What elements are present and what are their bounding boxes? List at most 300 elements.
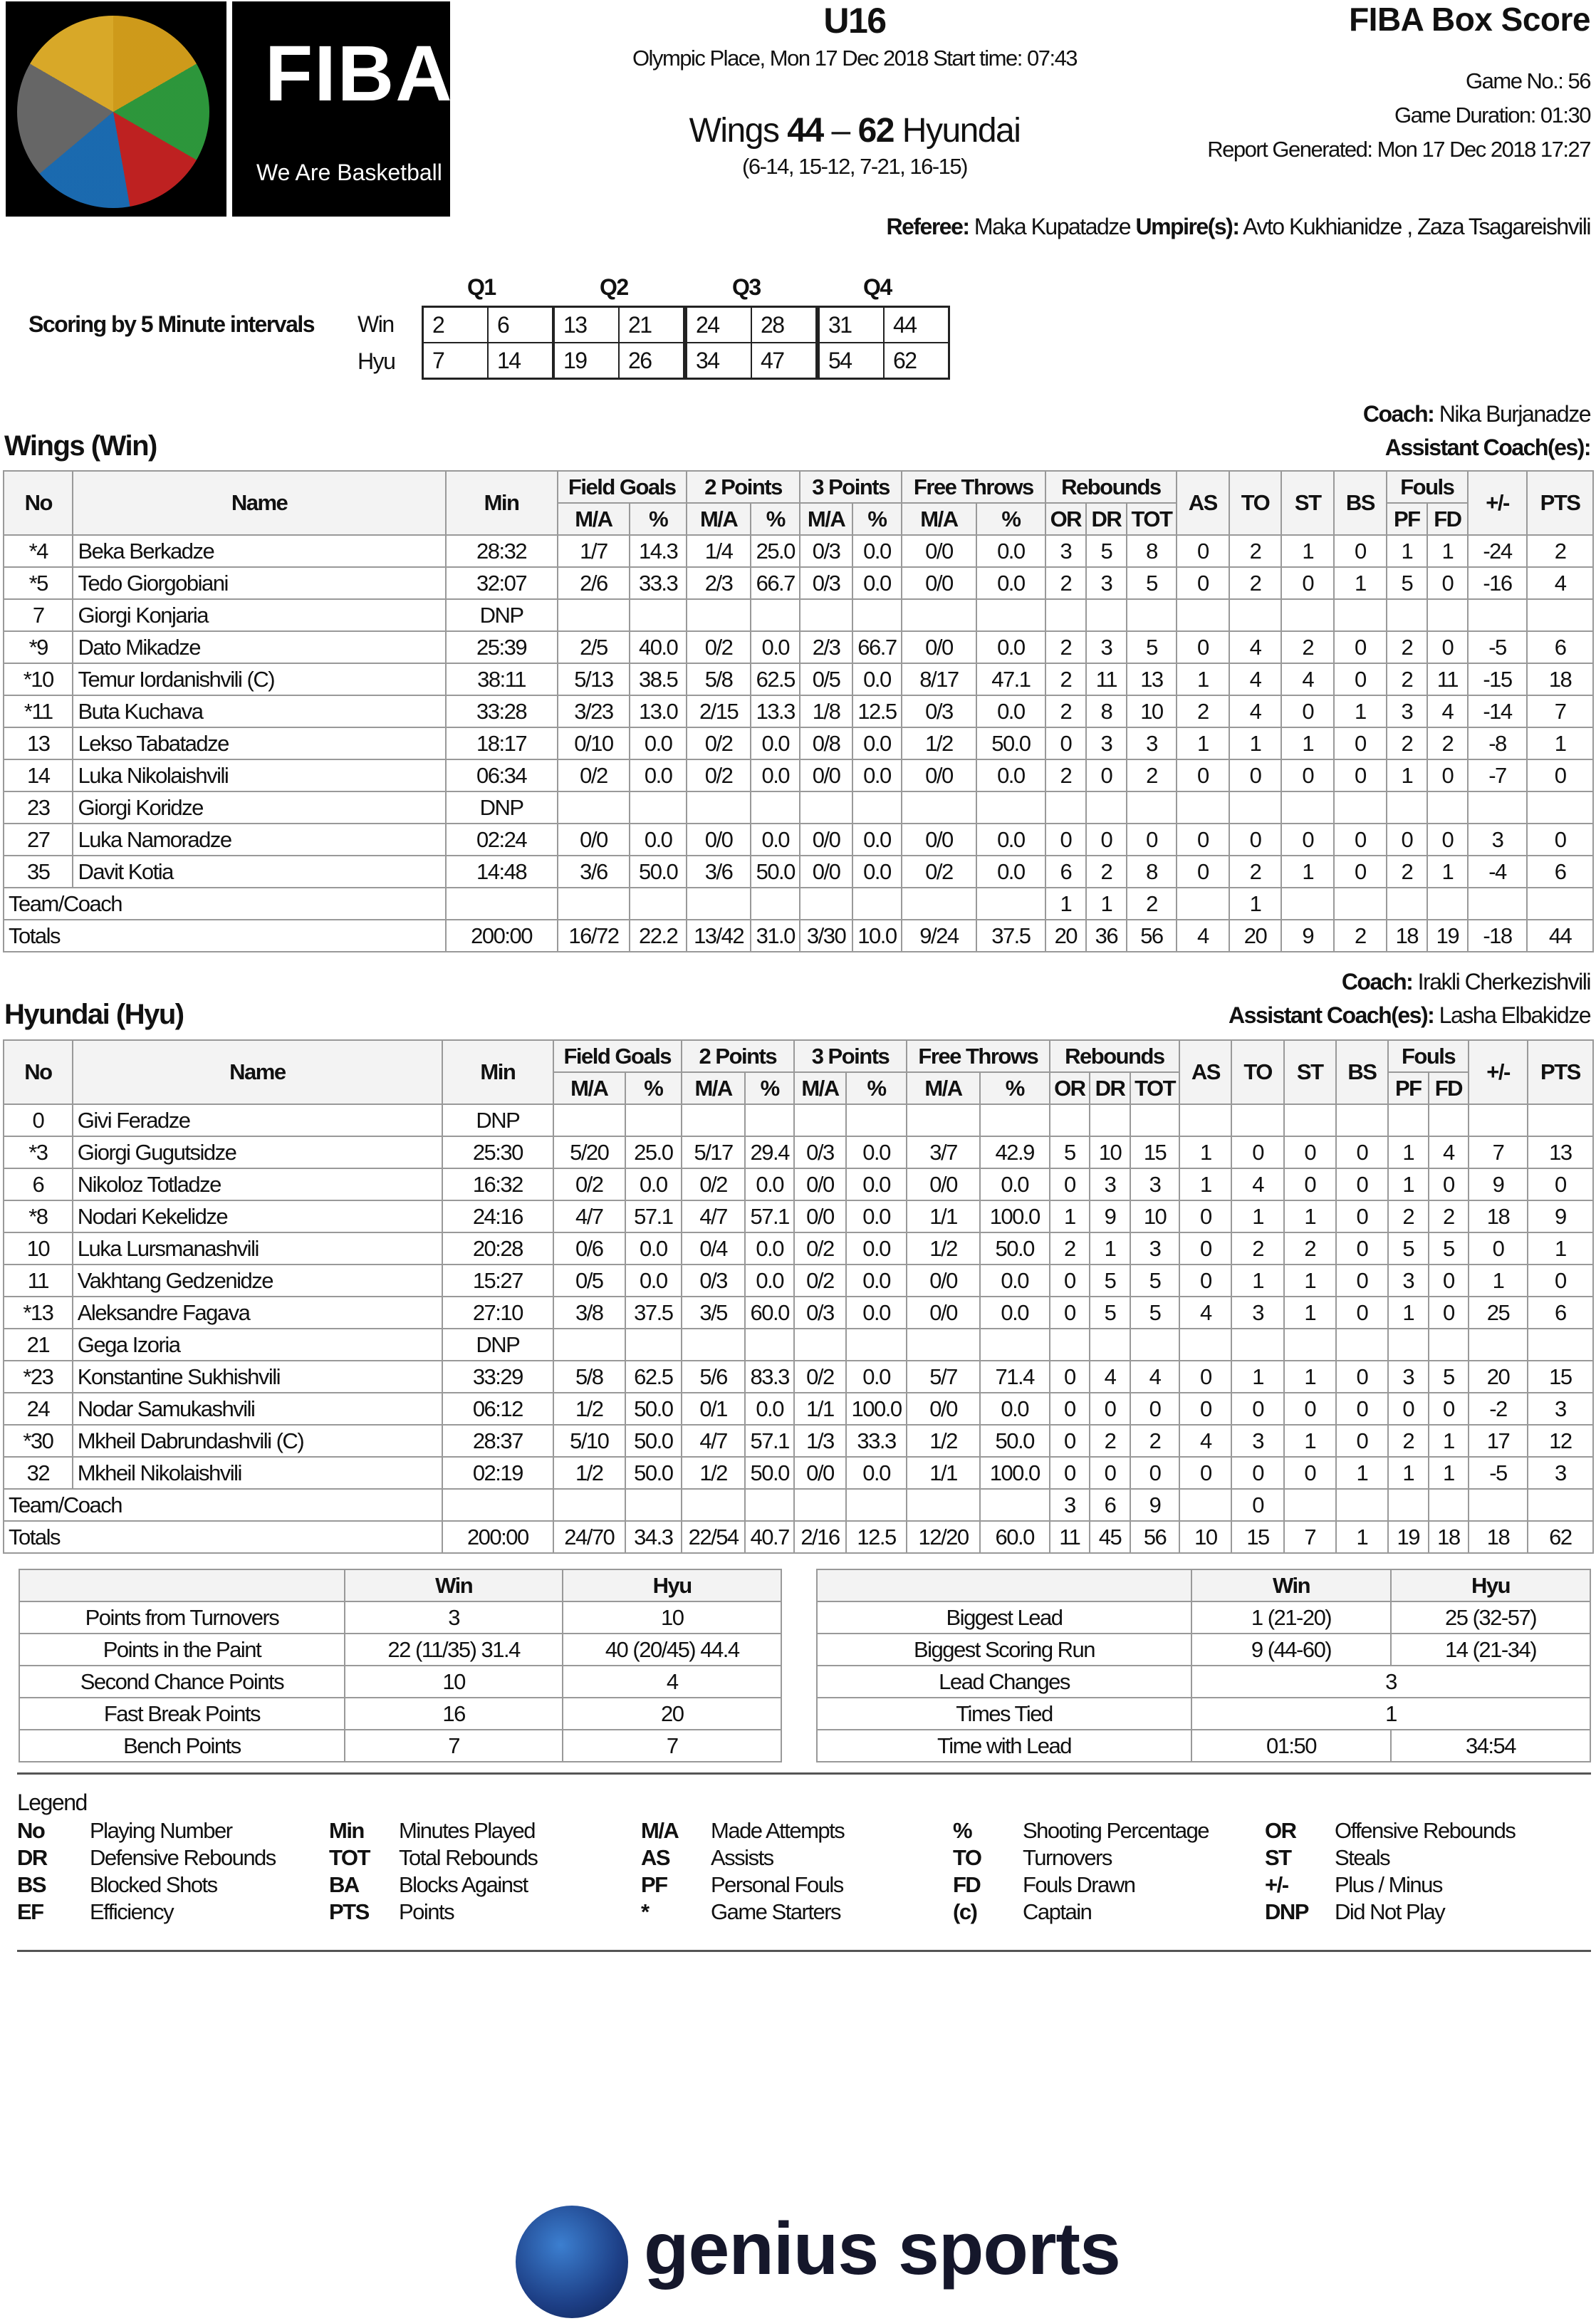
stat-cell [745, 1329, 793, 1361]
stat-cell [1050, 1329, 1090, 1361]
stat-cell: 2 [1527, 535, 1593, 567]
summary-label: Times Tied [817, 1698, 1191, 1730]
stat-cell: 4 [1231, 1168, 1283, 1200]
summary-label: Biggest Scoring Run [817, 1634, 1191, 1666]
stat-cell: -15 [1468, 663, 1527, 695]
col-header-rebounds: Rebounds [1050, 1040, 1180, 1072]
stat-cell: 0/0 [902, 631, 976, 663]
summary-col-hyu: Hyu [1391, 1569, 1590, 1601]
interval-score: 14 [488, 343, 553, 379]
stat-cell: 5/8 [687, 663, 751, 695]
totals-cell: 34.3 [625, 1521, 682, 1553]
legend-desc: Offensive Rebounds [1335, 1818, 1516, 1843]
col-header-assists: AS [1177, 471, 1229, 535]
stat-cell: 0/3 [794, 1136, 846, 1168]
legend-abbr: M/A [641, 1818, 679, 1843]
stat-cell: 0.0 [625, 1168, 682, 1200]
player-number: 14 [4, 759, 73, 791]
stat-cell [1177, 791, 1229, 824]
fiba-logo-text: FIBA [265, 30, 454, 118]
stat-cell: 4 [1281, 663, 1334, 695]
player-name: Mkheil Nikolaishvili [73, 1457, 442, 1489]
totals-cell: 20 [1229, 920, 1282, 952]
stat-cell: 0.0 [852, 663, 902, 695]
stat-cell: 5 [1387, 567, 1427, 599]
stat-cell: 0/10 [558, 727, 630, 759]
stat-cell: 0/0 [907, 1297, 980, 1329]
stat-cell: 7 [1527, 695, 1593, 727]
stat-cell [682, 1489, 746, 1521]
stat-cell: 0 [1284, 1168, 1336, 1200]
stat-cell: 100.0 [980, 1200, 1050, 1232]
player-number: 0 [4, 1104, 73, 1136]
player-name: Aleksandre Fagava [73, 1297, 442, 1329]
col-header-3-points: 3 Points [794, 1040, 907, 1072]
stat-cell [1468, 791, 1527, 824]
stat-cell: 0 [1336, 1136, 1388, 1168]
stat-cell: 25 [1469, 1297, 1528, 1329]
stat-cell [553, 1329, 625, 1361]
totals-cell: 1 [1336, 1521, 1388, 1553]
stat-cell: 15 [1528, 1361, 1593, 1393]
stat-cell: 2 [1045, 663, 1086, 695]
stat-cell: 0/6 [553, 1232, 625, 1265]
player-minutes: 33:29 [442, 1361, 553, 1393]
table-row [4, 599, 1593, 631]
stat-cell [794, 1329, 846, 1361]
team2-coach [1342, 969, 1590, 995]
totals-label: Totals [4, 1521, 442, 1553]
legend-desc: Captain [1023, 1899, 1092, 1924]
summary-value-win: 9 (44-60) [1191, 1634, 1391, 1666]
player-number: 10 [4, 1232, 73, 1265]
genius-sports-logo-text: genius sports [644, 2208, 1120, 2290]
stat-cell: 0/2 [794, 1265, 846, 1297]
stat-cell [846, 1329, 907, 1361]
stat-cell [1388, 1489, 1429, 1521]
stat-cell [1528, 1489, 1593, 1521]
stat-cell [1229, 791, 1282, 824]
stat-cell: 0/3 [682, 1265, 746, 1297]
table-row [4, 1425, 1593, 1457]
player-name: Nodari Kekelidze [73, 1200, 442, 1232]
stat-cell [625, 1489, 682, 1521]
interval-score: 47 [751, 343, 817, 379]
stat-cell: 5/20 [553, 1136, 625, 1168]
stat-cell [1427, 888, 1468, 920]
player-minutes: 24:16 [442, 1200, 553, 1232]
totals-cell: 9 [1281, 920, 1334, 952]
col-subheader-ma: M/A [907, 1072, 980, 1104]
stat-cell: 0 [1334, 856, 1387, 888]
summary-value-win: 1 (21-20) [1191, 1601, 1391, 1634]
stat-cell: 3 [1388, 1361, 1429, 1393]
stat-cell: -8 [1468, 727, 1527, 759]
stat-cell [553, 1104, 625, 1136]
totals-cell: 24/70 [553, 1521, 625, 1553]
stat-cell [852, 599, 902, 631]
summary-value-win: 16 [345, 1698, 563, 1730]
stat-cell: -5 [1468, 631, 1527, 663]
scoring-team-hyu: Hyu [358, 348, 395, 374]
table-row [4, 1393, 1593, 1425]
stat-cell: 0 [1469, 1232, 1528, 1265]
col-subheader-pct: % [745, 1072, 793, 1104]
report-generated: Report Generated: Mon 17 Dec 2018 17:27 [1207, 137, 1590, 162]
totals-cell: 19 [1427, 920, 1468, 952]
totals-cell: 22.2 [630, 920, 687, 952]
col-header-2-points: 2 Points [682, 1040, 794, 1072]
stat-cell [1177, 888, 1229, 920]
totals-cell: 3/30 [800, 920, 852, 952]
totals-cell: 2/16 [794, 1521, 846, 1553]
team2-box-score-table [3, 1039, 1594, 1554]
stat-cell [1469, 1104, 1528, 1136]
player-number: 24 [4, 1393, 73, 1425]
col-header-min: Min [446, 471, 558, 535]
stat-cell: 60.0 [745, 1297, 793, 1329]
stat-cell: 1 [1231, 1265, 1283, 1297]
table-row [4, 1104, 1593, 1136]
stat-cell: 3 [1231, 1297, 1283, 1329]
umpire-label: Umpire(s): [1135, 214, 1239, 239]
stat-cell [794, 1489, 846, 1521]
stat-cell: 0 [1336, 1297, 1388, 1329]
col-header-name: Name [73, 471, 445, 535]
summary-value-hyu: 25 (32-57) [1391, 1601, 1590, 1634]
player-name: Beka Berkadze [73, 535, 445, 567]
assistant-name: Lasha Elbakidze [1439, 1002, 1590, 1028]
stat-cell: 0.0 [846, 1136, 907, 1168]
stat-cell: 0 [1050, 1265, 1090, 1297]
stat-cell: 3 [1045, 535, 1086, 567]
player-number: *4 [4, 535, 73, 567]
player-minutes: 28:37 [442, 1425, 553, 1457]
interval-score: 24 [687, 307, 752, 343]
stat-cell [1130, 1329, 1180, 1361]
stat-cell: 4 [1179, 1297, 1231, 1329]
stat-cell [558, 599, 630, 631]
stat-cell: 0.0 [980, 1297, 1050, 1329]
col-subheader-tot: TOT [1127, 503, 1177, 535]
player-name: Giorgi Konjaria [73, 599, 445, 631]
player-number: 21 [4, 1329, 73, 1361]
summary-label: Lead Changes [817, 1666, 1191, 1698]
stat-cell: 50.0 [980, 1425, 1050, 1457]
player-minutes: 33:28 [446, 695, 558, 727]
stat-cell: 62.5 [625, 1361, 682, 1393]
legend-abbr: No [17, 1818, 45, 1843]
stat-cell: 1 [1177, 663, 1229, 695]
stat-cell: 4 [1130, 1361, 1180, 1393]
stat-cell: 0/0 [687, 824, 751, 856]
scoring-q3-box [685, 306, 818, 380]
stat-cell: 17 [1469, 1425, 1528, 1457]
col-header-blocks: BS [1334, 471, 1387, 535]
stat-cell: 0 [1179, 1361, 1231, 1393]
stat-cell: 57.1 [745, 1425, 793, 1457]
stat-cell [1427, 599, 1468, 631]
legend-desc: Fouls Drawn [1023, 1872, 1135, 1897]
stat-cell: -7 [1468, 759, 1527, 791]
col-subheader-pct: % [630, 503, 687, 535]
stat-cell: 0.0 [745, 1232, 793, 1265]
stat-cell: 4/7 [682, 1425, 746, 1457]
stat-cell [980, 1489, 1050, 1521]
stat-cell: 0/2 [687, 759, 751, 791]
interval-score: 54 [819, 343, 885, 379]
stat-cell: 3/8 [553, 1297, 625, 1329]
stat-cell: 5/10 [553, 1425, 625, 1457]
player-name: Dato Mikadze [73, 631, 445, 663]
table-row [4, 856, 1593, 888]
stat-cell: 0.0 [980, 1265, 1050, 1297]
player-name: Temur Iordanishvili (C) [73, 663, 445, 695]
stat-cell: 18 [1469, 1200, 1528, 1232]
stat-cell: 4 [1229, 631, 1282, 663]
col-subheader-pct: % [976, 503, 1045, 535]
stat-cell [976, 888, 1045, 920]
stat-cell: 0 [1528, 1265, 1593, 1297]
stat-cell [1336, 1489, 1388, 1521]
player-number: *9 [4, 631, 73, 663]
score-dash: – [831, 112, 850, 150]
stat-cell: 0 [1334, 824, 1387, 856]
player-minutes: 16:32 [442, 1168, 553, 1200]
stat-cell: 0.0 [976, 631, 1045, 663]
stat-cell: 0 [1281, 695, 1334, 727]
player-name: Tedo Giorgobiani [73, 567, 445, 599]
stat-cell: 2 [1130, 1425, 1180, 1457]
col-header-free-throws: Free Throws [907, 1040, 1049, 1072]
stat-cell: 0 [1130, 1457, 1180, 1489]
category-title: U16 [823, 1, 886, 41]
stat-cell [1429, 1329, 1469, 1361]
q2-label: Q2 [600, 274, 628, 300]
stat-cell: 1 [1469, 1265, 1528, 1297]
summary-value-hyu: 34:54 [1391, 1730, 1590, 1762]
legend-desc: Shooting Percentage [1023, 1818, 1209, 1843]
stat-cell: 4 [1179, 1425, 1231, 1457]
stat-cell: 5 [1388, 1232, 1429, 1265]
stat-cell [442, 1489, 553, 1521]
team-coach-row [4, 888, 1593, 920]
player-minutes: 25:39 [446, 631, 558, 663]
stat-cell: 5 [1090, 1265, 1130, 1297]
stat-cell: 5 [1086, 535, 1127, 567]
stat-cell: 66.7 [852, 631, 902, 663]
away-team: Hyundai [902, 112, 1021, 150]
summary-row [817, 1601, 1590, 1634]
col-header-rebounds: Rebounds [1045, 471, 1177, 503]
stat-cell [1284, 1104, 1336, 1136]
stat-cell: 1/4 [687, 535, 751, 567]
interval-score: 6 [488, 307, 553, 343]
stat-cell: 0/0 [907, 1265, 980, 1297]
stat-cell [1281, 791, 1334, 824]
home-score: 44 [787, 112, 823, 150]
stat-cell: 1 [1284, 1200, 1336, 1232]
stat-cell: 0.0 [630, 759, 687, 791]
stat-cell: 0.0 [846, 1457, 907, 1489]
interval-score: 2 [423, 307, 489, 343]
stat-cell: 1/3 [794, 1425, 846, 1457]
stat-cell: 0 [1281, 824, 1334, 856]
stat-cell: 1 [1388, 1168, 1429, 1200]
stat-cell: 5 [1130, 1297, 1180, 1329]
legend-desc: Turnovers [1023, 1845, 1112, 1870]
player-minutes: DNP [446, 791, 558, 824]
legend-abbr: * [641, 1899, 649, 1924]
table-row [4, 791, 1593, 824]
stat-cell: 0.0 [625, 1265, 682, 1297]
stat-cell: 1 [1528, 1232, 1593, 1265]
totals-cell: 18 [1429, 1521, 1469, 1553]
stat-cell: 0/4 [682, 1232, 746, 1265]
summary-row [817, 1634, 1590, 1666]
stat-cell: 2 [1387, 631, 1427, 663]
stat-cell [1528, 1329, 1593, 1361]
stat-cell: 0 [1281, 759, 1334, 791]
stat-cell: 3 [1127, 727, 1177, 759]
col-subheader-tot: TOT [1130, 1072, 1180, 1104]
totals-cell: 15 [1231, 1521, 1283, 1553]
stat-cell: 3/5 [682, 1297, 746, 1329]
coach-label: Coach: [1362, 401, 1434, 427]
col-header-steals: ST [1281, 471, 1334, 535]
stat-cell: 0 [1336, 1425, 1388, 1457]
stat-cell: 1 [1334, 695, 1387, 727]
stat-cell: 10 [1090, 1136, 1130, 1168]
col-header-min: Min [442, 1040, 553, 1104]
venue-line: Olympic Place, Mon 17 Dec 2018 Start time: 07:43 [632, 46, 1078, 71]
stat-cell: 2 [1090, 1425, 1130, 1457]
table-row [4, 663, 1593, 695]
summary-value: 1 [1191, 1698, 1590, 1730]
stat-cell: 0 [1427, 759, 1468, 791]
col-header-points: PTS [1527, 471, 1593, 535]
stat-cell: 0/3 [800, 535, 852, 567]
stat-cell: 1/2 [907, 1425, 980, 1457]
summary-value-hyu: 10 [563, 1601, 781, 1634]
stat-cell: 2 [1229, 567, 1282, 599]
stat-cell: 0 [1050, 1168, 1090, 1200]
legend-abbr: AS [641, 1845, 670, 1870]
stat-cell: 2 [1387, 856, 1427, 888]
summary-col-win: Win [345, 1569, 563, 1601]
stat-cell: 1/2 [553, 1393, 625, 1425]
stat-cell [745, 1104, 793, 1136]
col-header-blocks: BS [1336, 1040, 1388, 1104]
team-coach-label: Team/Coach [4, 888, 446, 920]
col-header-plus-minus: +/- [1468, 471, 1527, 535]
player-number: *3 [4, 1136, 73, 1168]
stat-cell [846, 1489, 907, 1521]
col-subheader-ma: M/A [794, 1072, 846, 1104]
stat-cell [852, 791, 902, 824]
summary-value-win: 22 (11/35) 31.4 [345, 1634, 563, 1666]
stat-cell: 3 [1130, 1168, 1180, 1200]
stat-cell: 0.0 [846, 1232, 907, 1265]
stat-cell [1179, 1329, 1231, 1361]
stat-cell: 0 [1336, 1265, 1388, 1297]
stat-cell: 1/2 [553, 1457, 625, 1489]
col-header-free-throws: Free Throws [902, 471, 1045, 503]
stat-cell: 3/23 [558, 695, 630, 727]
stat-cell: 0 [1528, 1168, 1593, 1200]
interval-score: 21 [619, 307, 684, 343]
stat-cell [682, 1329, 746, 1361]
player-number: *13 [4, 1297, 73, 1329]
stat-cell: 14.3 [630, 535, 687, 567]
summary-row [19, 1730, 781, 1762]
stat-cell: 47.1 [976, 663, 1045, 695]
stat-cell: 1 [1388, 1457, 1429, 1489]
legend-abbr: DNP [1265, 1899, 1308, 1924]
stat-cell: 0 [1179, 1265, 1231, 1297]
totals-cell: 2 [1334, 920, 1387, 952]
stat-cell [794, 1104, 846, 1136]
stat-cell [558, 791, 630, 824]
legend-abbr: Min [329, 1818, 364, 1843]
stat-cell [446, 888, 558, 920]
stat-cell: 0.0 [745, 1393, 793, 1425]
genius-sports-ball-icon [516, 2206, 628, 2318]
stat-cell: 1 [1281, 727, 1334, 759]
totals-cell: 31.0 [751, 920, 800, 952]
report-title: FIBA Box Score [1349, 1, 1590, 38]
legend-desc: Plus / Minus [1335, 1872, 1442, 1897]
col-header-name: Name [73, 1040, 442, 1104]
legend-desc: Made Attempts [711, 1818, 845, 1843]
stat-cell: 66.7 [751, 567, 800, 599]
stat-cell [1281, 599, 1334, 631]
totals-cell: 7 [1284, 1521, 1336, 1553]
stat-cell: 6 [1527, 631, 1593, 663]
legend-abbr: PF [641, 1872, 667, 1897]
stat-cell: 71.4 [980, 1361, 1050, 1393]
legend-top-rule [17, 1772, 1591, 1775]
col-subheader-or: OR [1050, 1072, 1090, 1104]
totals-label: Totals [4, 920, 446, 952]
totals-cell: 36 [1086, 920, 1127, 952]
stat-cell: 50.0 [625, 1457, 682, 1489]
summary-value-win: 7 [345, 1730, 563, 1762]
table-row [4, 695, 1593, 727]
summary-value-hyu: 14 (21-34) [1391, 1634, 1590, 1666]
fiba-logo-tagline: We Are Basketball [256, 160, 442, 185]
col-subheader-pct: % [852, 503, 902, 535]
totals-cell: 9/24 [902, 920, 976, 952]
player-number: *11 [4, 695, 73, 727]
stat-cell: 50.0 [980, 1232, 1050, 1265]
stat-cell: 0 [1050, 1361, 1090, 1393]
stat-cell: 0/2 [553, 1168, 625, 1200]
stat-cell: 13.0 [630, 695, 687, 727]
stat-cell: 0/2 [682, 1168, 746, 1200]
stat-cell: 1 [1086, 888, 1127, 920]
stat-cell: 0.0 [630, 824, 687, 856]
col-header-field-goals: Field Goals [553, 1040, 682, 1072]
stat-cell: 0 [1090, 1457, 1130, 1489]
stat-cell: 1 [1429, 1425, 1469, 1457]
stat-cell [1284, 1329, 1336, 1361]
stat-cell: 50.0 [625, 1393, 682, 1425]
stat-cell: 12 [1528, 1425, 1593, 1457]
interval-score: 34 [687, 343, 752, 379]
stat-cell: 15 [1130, 1136, 1180, 1168]
player-name: Davit Kotia [73, 856, 445, 888]
